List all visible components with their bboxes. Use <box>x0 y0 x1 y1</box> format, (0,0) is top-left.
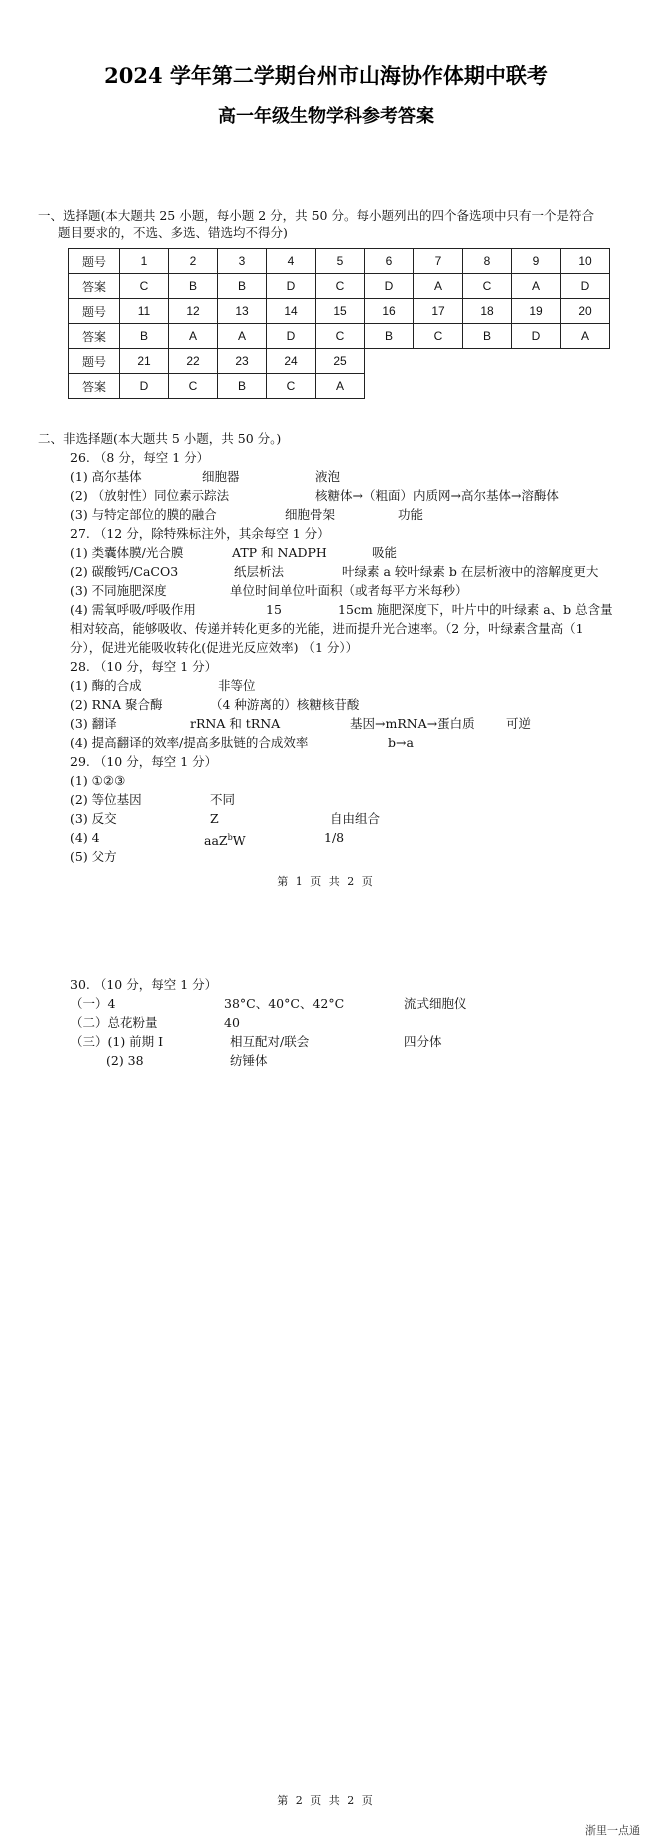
watermark: 浙里一点通 <box>585 1824 640 1837</box>
table-row: 题号 1 2 3 4 5 6 7 8 9 10 <box>69 249 610 274</box>
q27-header: 27. （12 分，除特殊标注外，其余每空 1 分） <box>70 526 330 541</box>
page-subtitle: 高一年级生物学科参考答案 <box>218 106 434 127</box>
page-title: 2024 学年第二学期台州市山海协作体期中联考 <box>104 63 548 88</box>
q30-header: 30. （10 分，每空 1 分） <box>70 977 218 992</box>
answer-table <box>68 248 610 399</box>
q29-header: 29. （10 分，每空 1 分） <box>70 754 218 769</box>
q29-line1: (1) ①②③ <box>70 773 126 788</box>
table-row: 题号 11 12 13 14 15 16 17 18 19 20 <box>69 299 610 324</box>
page-footer-1: 第 1 页 共 2 页 <box>277 875 375 888</box>
q26-header: 26. （8 分，每空 1 分） <box>70 450 210 465</box>
q27-line5: 相对较高，能够吸收、传递并转化更多的光能，进而提升光合速率。（2 分，叶绿素含量高（1 <box>70 621 584 636</box>
table-row: 答案 D C B C A <box>69 374 610 399</box>
table-row: 答案 C B B D C D A C A D <box>69 274 610 299</box>
q27-line6: 分），促进光能吸收转化(促进光反应效率) （1 分）） <box>70 640 359 655</box>
q29-line5: (5) 父方 <box>70 849 117 864</box>
page-footer-2: 第 2 页 共 2 页 <box>277 1794 375 1807</box>
section2-heading: 二、非选择题(本大题共 5 小题，共 50 分。) <box>38 431 282 446</box>
q28-header: 28. （10 分，每空 1 分） <box>70 659 218 674</box>
table-row: 题号 21 22 23 24 25 <box>69 349 610 374</box>
table-row: 答案 B A A D C B C B D A <box>69 324 610 349</box>
section1-heading: 一、选择题(本大题共 25 小题，每小题 2 分，共 50 分。每小题列出的四个备选项中只有一个是符合 <box>38 208 594 223</box>
section1-heading-cont: 题目要求的，不选、多选、错选均不得分) <box>58 225 288 240</box>
